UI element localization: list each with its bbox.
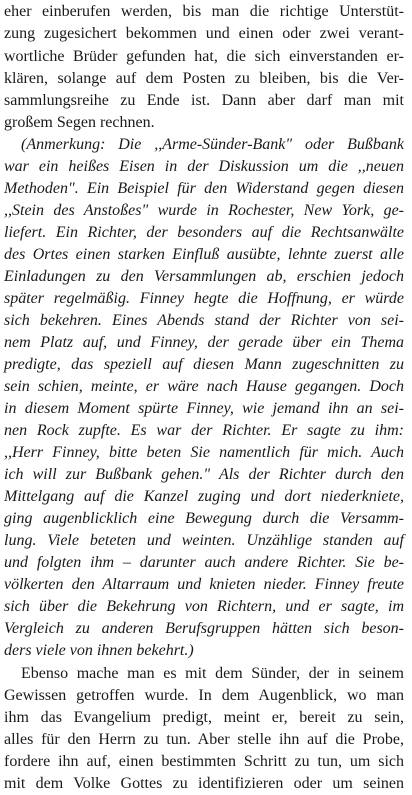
- text-line: ich will zur Bußbank gehen." Als der Richter durch den: [4, 466, 404, 483]
- text-line: völkerten den Altarraum und knieten nieder. Finney freute: [4, 576, 404, 593]
- text-line: Einladungen zu den Versammlungen ab, erschien jedoch: [4, 268, 404, 285]
- text-line: in diesem Moment spürte Finney, wie jemand ihn an sei-: [4, 400, 404, 417]
- text-line: lung. Viele beteten und weinten. Unzählige standen auf: [4, 532, 404, 549]
- text-line: (Anmerkung: Die ,,Arme-Sünder-Bank" oder Bußbank: [21, 136, 404, 153]
- text-line: nem Platz auf, und Finney, der gerade über ein Thema: [4, 334, 404, 351]
- text-line: liefert. Ein Richter, der besonders auf die Rechtsanwälte: [4, 224, 404, 241]
- text-line: später regelmäßig. Finney hegte die Hoffnung, er würde: [4, 290, 404, 307]
- text-line: war ein heißes Eisen in der Diskussion um die ,,neuen: [4, 158, 404, 175]
- text-line: großem Segen rechnen.: [4, 114, 155, 131]
- text-line: ,,Herr Finney, bitte beten Sie namentlich für mich. Auch: [4, 444, 404, 461]
- text-line: Vergleich zu anderen Berufsgruppen hätten sich beson-: [4, 620, 404, 637]
- text-line: klären, solange auf dem Posten zu bleiben, bis die Ver-: [4, 70, 404, 87]
- text-line: Mittelgang auf die Kanzel zuging und dort niederkniete,: [4, 488, 404, 505]
- text-line: nen Rock zupfte. Es war der Richter. Er sagte zu ihm:: [4, 422, 404, 439]
- text-line: alles für den Herrn zu tun. Aber stelle ihn auf die Probe,: [4, 731, 404, 748]
- text-line: sein schien, meinte, er wäre nach Hause gegangen. Doch: [4, 378, 404, 395]
- text-line: zung zugesichert bekommen und einen oder zwei verant-: [4, 25, 404, 42]
- text-line: sich über die Bekehrung von Richtern, und er sagte, im: [4, 598, 404, 615]
- text-line: sammlungsreihe zu Ende ist. Dann aber darf man mit: [4, 92, 404, 109]
- text-line: Methoden". Ein Beispiel für den Widerstand gegen diesen: [4, 180, 404, 197]
- text-line: ihm das Evangelium predigt, meint er, bereit zu sein,: [4, 709, 404, 726]
- text-line: mit dem Volke Gottes zu identifizieren oder um seinen: [4, 775, 404, 792]
- book-page: [4, 0, 410, 792]
- text-line: sich bekehren. Eines Abends stand der Richter von sei-: [4, 312, 404, 329]
- text-line: ging augenblicklich eine Bewegung durch die Versamm-: [4, 510, 404, 527]
- text-line: fordere ihn auf, einen bestimmten Schritt zu tun, um sich: [4, 753, 404, 770]
- text-line: ders viele von ihnen bekehrt.): [4, 642, 194, 659]
- text-line: predigte, das speziell auf diesen Mann zugeschnitten zu: [4, 356, 404, 373]
- text-line: und folgten ihm – darunter auch andere Richter. Sie be-: [4, 554, 404, 571]
- text-line: Ebenso mache man es mit dem Sünder, der in seinem: [21, 665, 404, 682]
- text-line: eher einberufen werden, bis man die richtige Unterstüt-: [4, 3, 404, 20]
- text-line: des Ortes einen starken Einfluß ausübte, lehnte zuerst alle: [4, 246, 404, 263]
- text-line: Gewissen getroffen wurde. In dem Augenblick, wo man: [4, 687, 404, 704]
- text-line: wortliche Brüder gefunden hat, die sich einverstanden er-: [4, 48, 404, 65]
- text-line: ,,Stein des Anstoßes" wurde in Rochester, New York, ge-: [4, 202, 404, 219]
